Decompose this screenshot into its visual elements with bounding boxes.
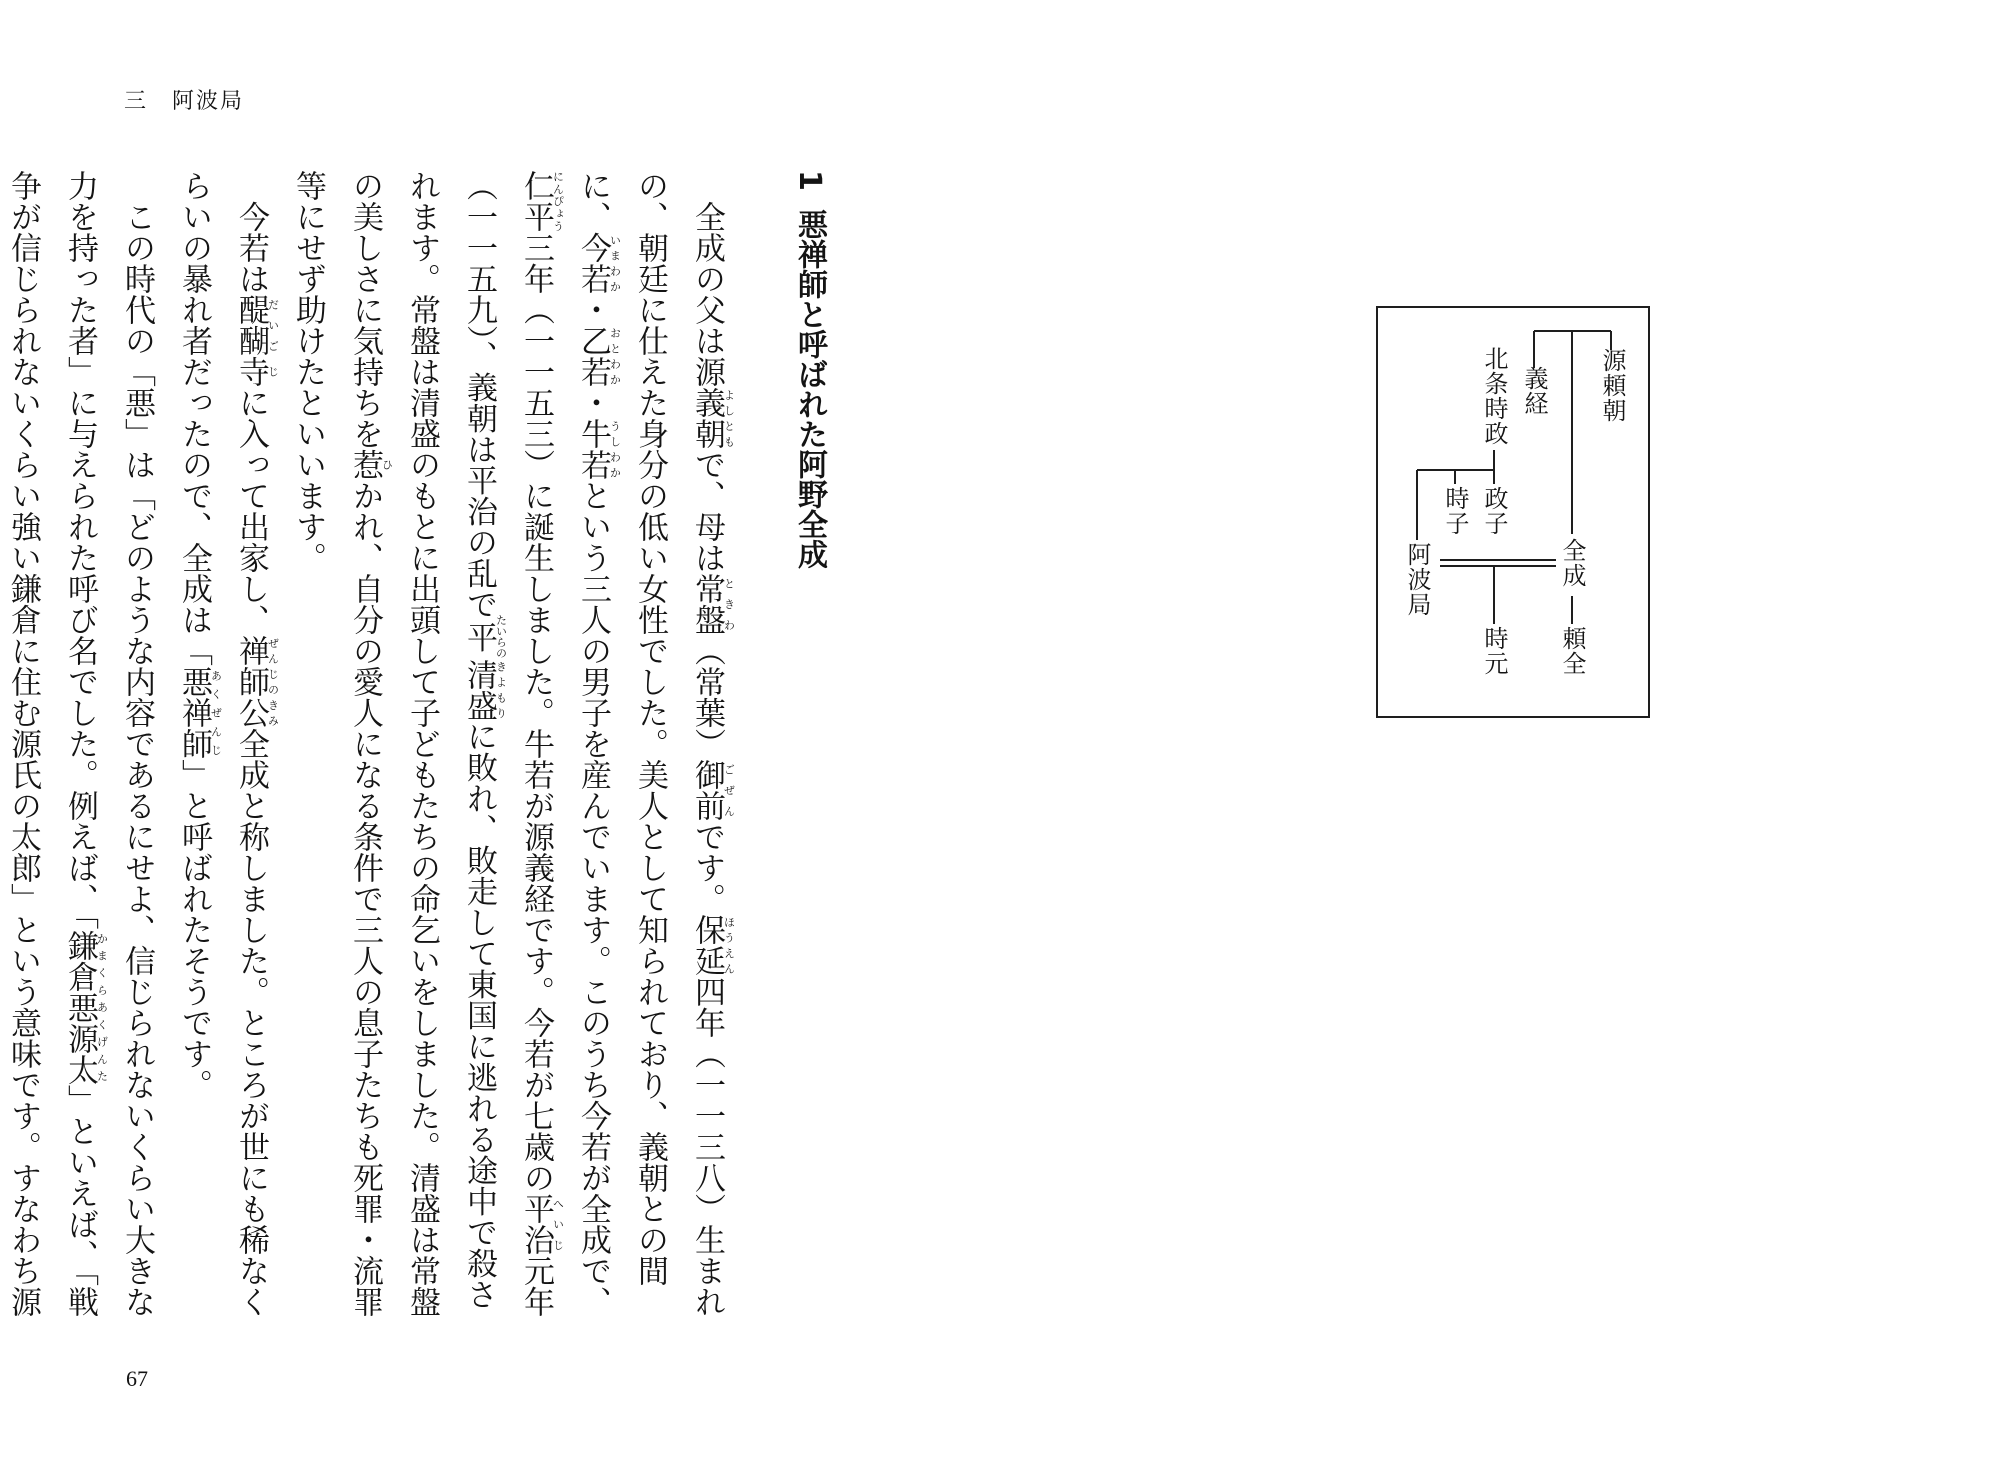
text-run: 元年（一一五九）、義朝は平治の乱で [461, 170, 554, 1317]
text-run: かれ、自分の愛人になる条件で三人の息子たちも死罪・流罪等にせず助けたといいます。 [290, 170, 383, 1317]
text-run: ・ [575, 294, 611, 325]
furigana: よしとも [722, 387, 736, 449]
section-number: 1 [792, 170, 827, 191]
furigana: ひ [380, 449, 394, 480]
furigana: かまくらあくげんた [95, 929, 109, 1085]
furigana: あくぜんじ [209, 666, 223, 759]
person-masako: 政子 [1480, 486, 1508, 536]
paragraph [279, 170, 735, 1320]
ruby-word: 義朝よしとも [689, 387, 736, 449]
furigana: うし [608, 418, 622, 449]
ruby-word: 惹ひ [347, 449, 394, 480]
ruby-word: 清盛きよもり [461, 658, 508, 721]
section-title: 悪禅師と呼ばれた阿野全成 [792, 208, 827, 569]
text-run: という三人の男子を産んでいます。このうち今若が全成で、 [575, 480, 611, 1317]
ruby-word: 鎌倉悪源太かまくらあくげんた [62, 929, 109, 1085]
ruby-word: 保延ほうえん [689, 914, 736, 976]
genealogy-chart [1376, 306, 1650, 718]
paragraph [0, 170, 165, 1320]
person-tokimasa: 北条時政 [1480, 346, 1508, 446]
furigana: ぜんじのきみ [266, 635, 280, 728]
ruby-word: 牛うし [575, 418, 622, 449]
person-yoritomo: 源頼朝 [1598, 348, 1626, 423]
ruby-word: 平たいらの [461, 614, 508, 659]
body-text [0, 170, 838, 1320]
ruby-word: 常盤ときわ [689, 573, 736, 635]
text-run: です。 [689, 821, 725, 914]
text-run: で、母は [689, 449, 725, 573]
furigana: おとわか [608, 325, 622, 387]
ruby-word: 禅師公ぜんじのきみ [233, 635, 280, 728]
text-run: この時代の「悪」は「どのような内容であるにせよ、信じられないくらい大きな力を持った者」に与えられた呼び名でした。例えば、「 [62, 170, 155, 1317]
ruby-word: 悪禅師あくぜんじ [176, 666, 223, 759]
text-run: 四年（一一三八）生まれの、朝廷に仕えた身分の低い女性でした。美人として知られており、義朝との間に、 [575, 170, 725, 1317]
page-number: 67 [126, 1366, 148, 1391]
furigana: だいご [266, 294, 280, 356]
person-yoshitsune: 義経 [1520, 366, 1548, 416]
person-yorimune: 頼全 [1558, 626, 1586, 676]
person-tokimoto: 時元 [1480, 626, 1508, 676]
text-run: 全成と称しました。ところが世にも稀なくらいの暴れ者だったので、全成は「 [176, 170, 269, 1317]
furigana: じ [266, 356, 280, 387]
furigana: ときわ [722, 573, 736, 635]
text-run: 今若は [233, 201, 269, 294]
furigana: へいじ [551, 1193, 565, 1255]
ruby-word: 醍醐だいご [233, 294, 280, 356]
ruby-word: 今若いまわか [575, 232, 622, 294]
section-heading [781, 170, 838, 1320]
furigana: ほうえん [722, 914, 736, 976]
furigana: わか [608, 449, 622, 480]
person-zenjo: 全成 [1558, 538, 1586, 588]
furigana: きよもり [494, 658, 508, 721]
text-run: 三年（一一五三）に誕生しました。牛若が源義経です。今若が七歳の [518, 232, 554, 1193]
furigana: いまわか [608, 232, 622, 294]
text-run: に入って出家し、 [233, 387, 269, 635]
furigana: にんぴょう [551, 170, 565, 232]
running-head: 三 阿波局 [124, 89, 245, 114]
text-run: （常葉） [689, 635, 725, 759]
text-run: 」と呼ばれたそうです。 [176, 759, 212, 1100]
ruby-word: 寺じ [233, 356, 280, 387]
text-run: 全成の父は源 [689, 201, 725, 387]
person-tokiko: 時子 [1441, 486, 1469, 536]
furigana: たいらの [494, 614, 508, 659]
paragraph [165, 170, 279, 1320]
furigana: ごぜん [722, 759, 736, 821]
ruby-word: 若わか [575, 449, 622, 480]
ruby-word: 仁平にんぴょう [518, 170, 565, 232]
text-run: に敗れ、敗走して東国に逃れる途中で殺されます。常盤は清盛のもとに出頭して子どもたちの命乞いをしました。清盛は常盤の美しさに気持ちを [347, 170, 497, 1317]
ruby-word: 御前ごぜん [689, 759, 736, 821]
ruby-word: 平治へいじ [518, 1193, 565, 1255]
person-awanotsubone: 阿波局 [1403, 542, 1431, 617]
ruby-word: 乙若おとわか [575, 325, 622, 387]
text-run: 」といえば、「戦争が信じられないくらい強い鎌倉に住む源氏の太郎」という意味です。すなわち源 [5, 170, 98, 1317]
text-run: ・ [575, 387, 611, 418]
